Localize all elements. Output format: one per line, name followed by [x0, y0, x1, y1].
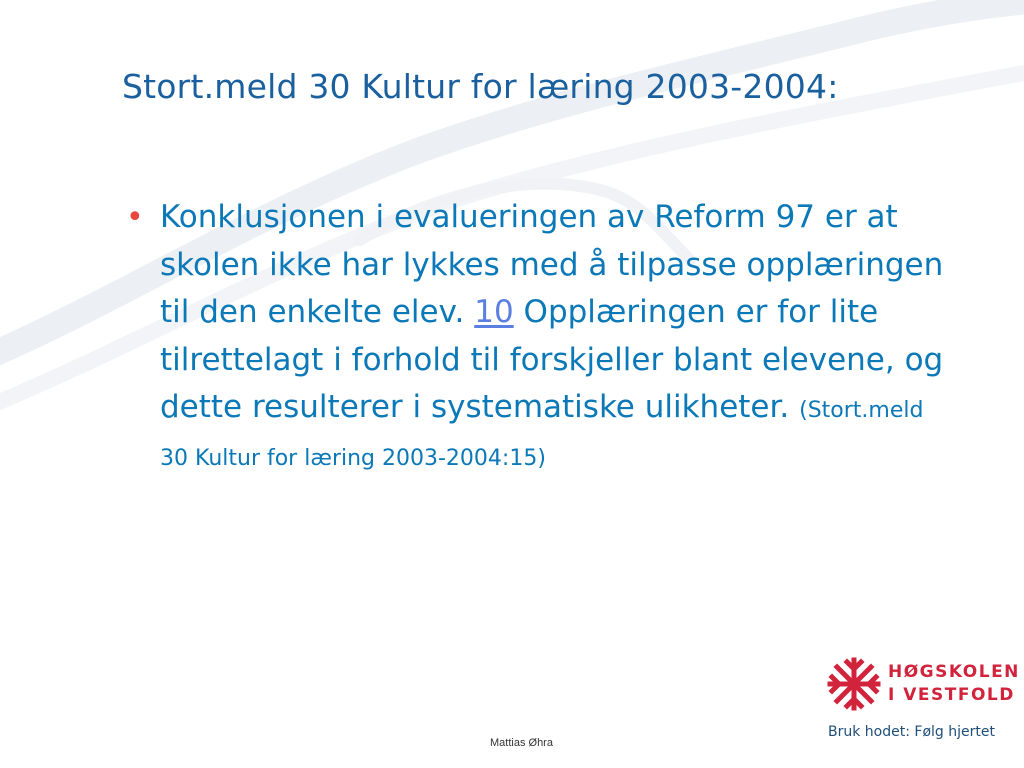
logo-name-line1: HØGSKOLEN [888, 662, 1020, 682]
footnote-link[interactable]: 10 [474, 294, 514, 330]
bullet-dot-icon: • [126, 200, 144, 235]
bullet-text-before-link: Konklusjonen i evalueringen av Reform 97 er at skolen ikke har lykkes med å tilpasse opplæringen til den enkelte elev. [160, 199, 944, 330]
logo-name-line2: I VESTFOLD [888, 685, 1015, 705]
citation: (Stort.meld 30 Kultur for læring 2003-2004:15) [160, 398, 924, 471]
snowflake-logo-icon [826, 656, 882, 712]
footer-author: Mattias Øhra [490, 737, 553, 749]
bullet-text-after-link: Opplæringen er for lite tilrettelagt i forhold til forskjeller blant elevene, og dette resulterer i systematiske ulikheter. [160, 294, 944, 425]
bullet-list [122, 194, 952, 479]
slide-title: Stort.meld 30 Kultur for læring 2003-2004: [122, 67, 839, 106]
logo-slogan: Bruk hodet: Følg hjertet [828, 724, 995, 740]
school-logo [826, 656, 1020, 746]
bullet-item [122, 194, 952, 479]
